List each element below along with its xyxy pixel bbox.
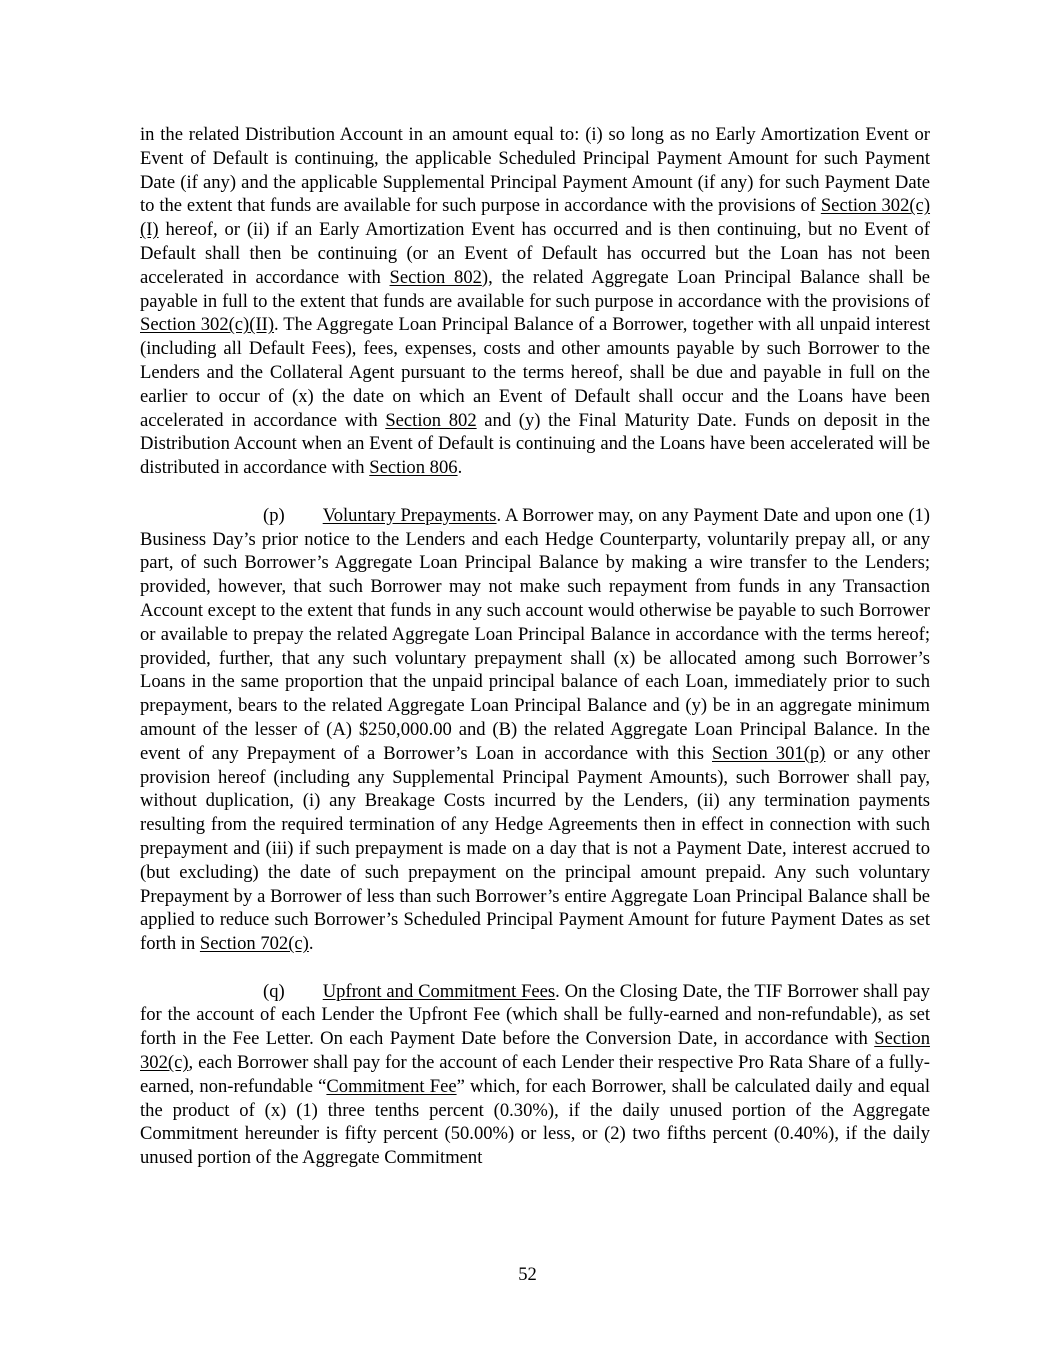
section-reference: Section 302(c) [140, 1028, 930, 1074]
text-run: . On the Closing Date, the TIF Borrower shall pay for the account of each Lender the Upfront Fee (which shall be fully-earned and non-refundable), as set forth in the Fee Letter. On each Payment Date before the Conversion Date, in accordance with [140, 980, 930, 1050]
section-reference: Section 802 [385, 409, 477, 431]
text-run: in the related Distribution Account in an amount equal to: (i) so long as no Early Amortization Event or Event of Default is continuing, the applicable Scheduled Principal Payment Amount for such Payment Date (if any) and the applicable Supplemental Principal Payment Amount (if any) for such Payment Date to the extent that funds are available for such purpose in accordance with the provisions of [140, 124, 930, 217]
text-run: ” which, for each Borrower, shall be calculated daily and equal the product of (x) (1) three tenths percent (0.30%), if the daily unused portion of the Aggregate Commitment hereunder is fifty percent (50.00%) or less, or (2) two fifths percent (0.40%), if the daily unused portion of the Aggregate Commitment [140, 1075, 930, 1169]
paragraph-label: (q) [263, 980, 285, 1002]
paragraph-p [140, 504, 930, 956]
section-reference: Section 302(c)(I) [140, 195, 931, 241]
paragraph-o-continued [140, 123, 930, 480]
section-reference: Section 302(c)(II) [140, 314, 275, 336]
section-reference: Section 702(c) [199, 933, 309, 955]
text-run: . [308, 933, 314, 955]
paragraph-heading: Voluntary Prepayments [322, 504, 497, 526]
text-run: . [457, 457, 463, 479]
paragraph-label: (p) [263, 504, 285, 526]
text-run: and (y) the Final Maturity Date. Funds on deposit in the Distribution Account when an Event of Default is continuing and the Loans have been accelerated will be distributed in accordance with [140, 409, 930, 479]
section-reference: Section 806 [369, 457, 458, 479]
text-run: hereof, or (ii) if an Early Amortization Event has occurred and is then continuing, but no Event of Default shall then be continuing (or an Event of Default has occurred but the Loan has not been accelerated in accordance with [140, 219, 930, 288]
paragraph-heading: Upfront and Commitment Fees [322, 980, 556, 1002]
section-reference: Section 301(p) [712, 742, 826, 764]
text-run: or any other provision hereof (including any Supplemental Principal Payment Amounts), such Borrower shall pay, without duplication, (i) any Breakage Costs incurred by the Lenders, (ii) any termination payments resulting from the required termination of any Hedge Agreements then in effect in connection with such prepayment and (iii) if such prepayment is made on a day that is not a Payment Date, interest accrued to (but excluding) the date of such prepayment on the principal amount prepaid. Any such voluntary Prepayment by a Borrower of less than such Borrower’s entire Aggregate Loan Principal Balance shall be applied to reduce such Borrower’s Scheduled Principal Payment Amount for future Payment Dates as set forth in [140, 742, 930, 955]
text-run: , each Borrower shall pay for the account of each Lender their respective Pro Rata Share of a fully-earned, non-refundable “ [140, 1052, 930, 1097]
section-reference: Section 802 [389, 266, 482, 288]
text-run: . A Borrower may, on any Payment Date and upon one (1) Business Day’s prior notice to the Lenders and each Hedge Counterparty, voluntarily prepay all, or any part, of such Borrower’s Aggregate Loan Principal Balance by making a wire transfer to the Lenders; provided, however, that such Borrower may not make such repayment from funds in any Transaction Account except to the extent that funds in any such account would otherwise be payable to such Borrower or available to prepay the related Aggregate Loan Principal Balance in accordance with the terms hereof; provided, further, that any such voluntary prepayment shall (x) be allocated among such Borrower’s Loans in the same proportion that the unpaid principal balance of each Loan, immediately prior to such prepayment, bears to the related Aggregate Loan Principal Balance and (y) be in an aggregate minimum amount of the lesser of (A) $250,000.00 and (B) the related Aggregate Loan Principal Balance. In the event of any Prepayment of a Borrower’s Loan in accordance with this [140, 504, 930, 764]
defined-term: Commitment Fee [326, 1075, 457, 1097]
page-number: 52 [518, 1264, 537, 1285]
document-body [140, 123, 930, 1170]
paragraph-q [140, 980, 930, 1170]
text-run: . The Aggregate Loan Principal Balance of a Borrower, together with all unpaid interest (including all Default Fees), fees, expenses, costs and other amounts payable by such Borrower to the Lenders and the Collateral Agent pursuant to the terms hereof, shall be due and payable in full on the earlier to occur of (x) the date on which an Event of Default shall occur and the Loans have been accelerated in accordance with [140, 314, 931, 431]
text-run: ), the related Aggregate Loan Principal Balance shall be payable in full to the extent that funds are available for such purpose in accordance with the provisions of [140, 266, 931, 312]
